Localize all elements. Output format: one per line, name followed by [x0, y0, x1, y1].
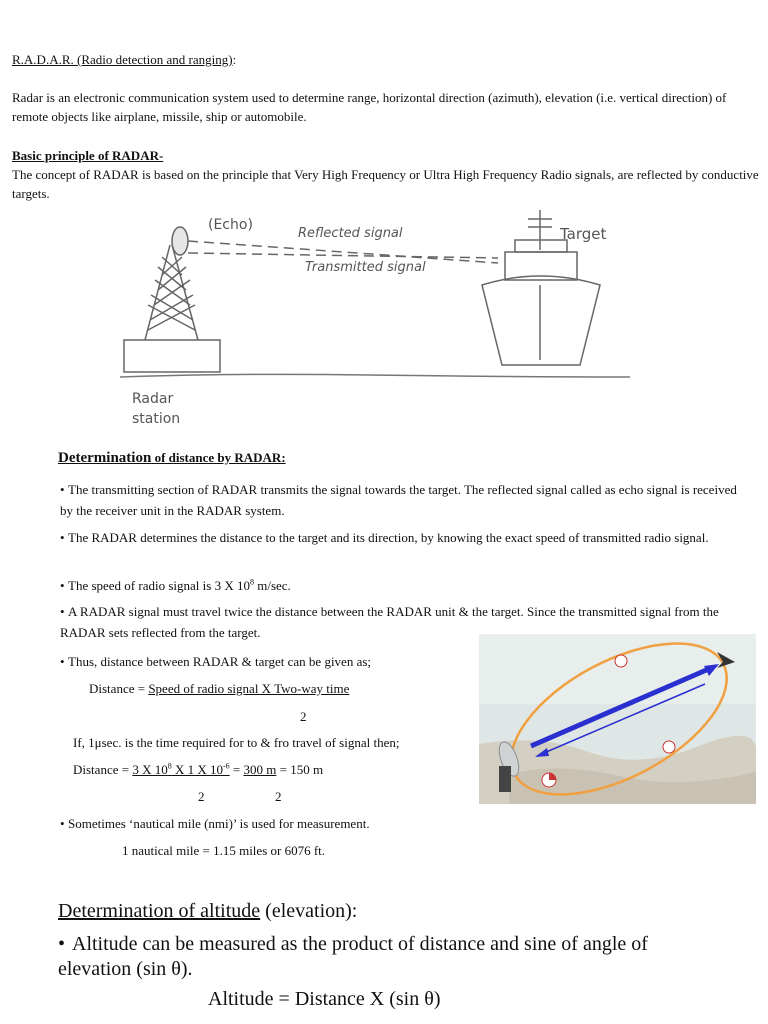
principle-paragraph: The concept of RADAR is based on the principle that Very High Frequency or Ultra High Frequency Radio signals, are reflected by conductive targets.	[12, 167, 759, 201]
station-label-1: Radar	[132, 391, 174, 407]
calc-denominator-2: 2	[275, 789, 282, 804]
station-label-2: station	[132, 411, 181, 427]
title-colon: :	[232, 52, 237, 67]
altitude-heading	[58, 900, 357, 923]
calc-formula: Distance = 3 X $10^8$ X 1 X $10^{-6} = 300$ m = 150 m	[73, 761, 324, 777]
bullet-direction: • The RADAR determines the distance to the target and its direction, by knowing the exact speed of transmitted radio signal.	[60, 530, 709, 545]
reflected-label: Reflected signal	[298, 226, 403, 241]
formula-numerator: Speed of radio signal X Two-way time	[148, 681, 350, 696]
echo-label: (Echo)	[208, 217, 253, 233]
document-title: R.A.D.A.R. (Radio detection and ranging)	[12, 52, 233, 67]
bullet-thus: • Thus, distance between RADAR & target can be given as;	[60, 654, 372, 669]
altitude-bullet: • Altitude can be measured as the product of distance and sine of angle of elevation (sin θ).	[58, 933, 648, 980]
radar-sketch	[110, 205, 640, 435]
altitude-formula: Altitude = Distance X (sin θ)	[208, 988, 441, 1010]
altitude-heading-rest: (elevation):	[260, 900, 358, 922]
nmi-value: 1 nautical mile = 1.15 miles or 6076 ft.	[122, 843, 326, 858]
distance-formula: Distance = Speed of radio signal X Two-way time	[89, 681, 350, 696]
distance-heading	[58, 450, 286, 467]
altitude-heading-underlined: Determination of altitude	[58, 900, 261, 922]
bullet-nmi: • Sometimes ‘nautical mile (nmi)’ is used for measurement.	[60, 816, 370, 831]
distance-heading-big: Determination	[58, 450, 152, 466]
target-label: Target	[560, 225, 607, 243]
calc-denominator-1: 2	[198, 789, 205, 804]
distance-heading-small: of distance by RADAR:	[151, 450, 286, 465]
intro-paragraph: Radar is an electronic communication system used to determine range, horizontal direction (azimuth), elevation (i.e. vertical direction) of remote objects like airplane, missile, ship or automobile.	[12, 90, 727, 124]
principle-heading: Basic principle of RADAR-	[12, 148, 164, 163]
radar-illustration	[479, 634, 756, 804]
if-text: If, 1μsec. is the time required for to & fro travel of signal then;	[73, 735, 400, 750]
bullet-speed: • The speed of radio signal is 3 X $10^8$ m/sec.	[60, 577, 291, 593]
transmitted-label: Transmitted signal	[305, 260, 426, 275]
speed-exponent: 8	[249, 577, 254, 587]
formula-denominator: 2	[300, 709, 307, 724]
bullet-travel: • A RADAR signal must travel twice the distance between the RADAR unit & the target. Since the transmitted signal from the RADAR sets reflected from the target.	[60, 604, 719, 640]
document-title-row	[12, 50, 236, 69]
bullet-transmitting: • The transmitting section of RADAR transmits the signal towards the target. The reflected signal called as echo signal is received by the receiver unit in the RADAR system.	[60, 482, 737, 518]
